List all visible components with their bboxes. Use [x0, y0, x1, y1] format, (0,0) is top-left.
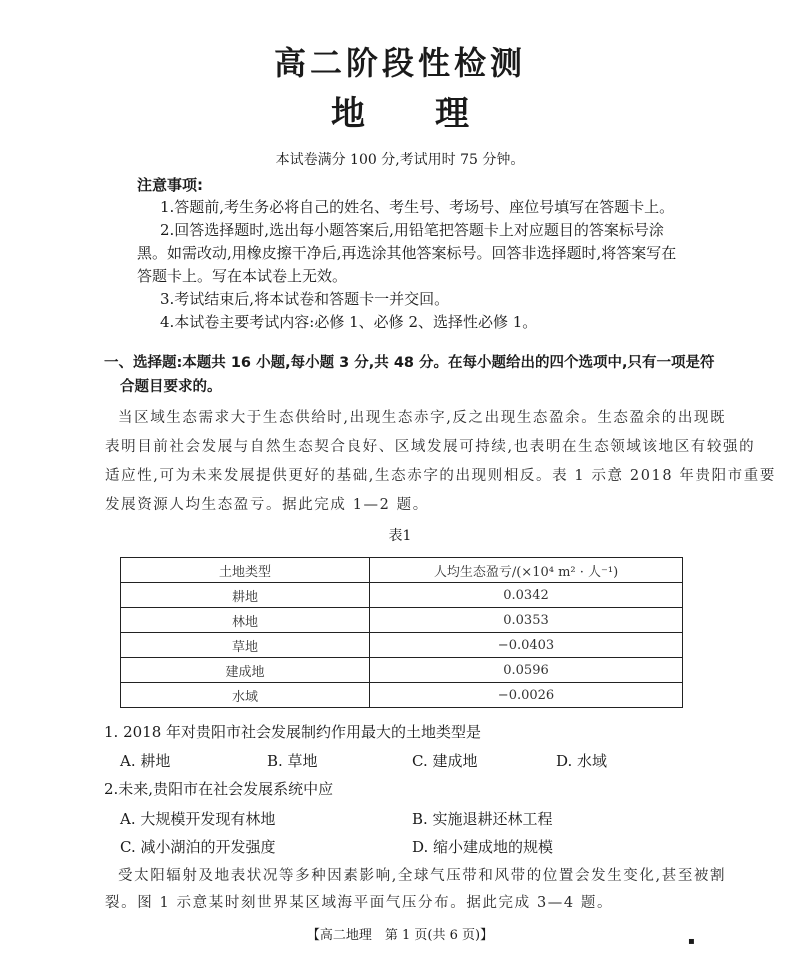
- passage2-line-2: 裂。图 1 示意某时刻世界某区域海平面气压分布。据此完成 3—4 题。: [105, 895, 614, 911]
- q2-option-d: D. 缩小建成地的规模: [412, 838, 554, 856]
- q2-option-b: B. 实施退耕还林工程: [412, 810, 553, 828]
- land-type-cell: 草地: [121, 633, 370, 658]
- exam-title: 高二阶段性检测: [273, 44, 526, 82]
- q1-option-b: B. 草地: [267, 752, 318, 770]
- table-header-row: [121, 558, 683, 583]
- q2-option-a: A. 大规模开发现有林地: [120, 810, 276, 828]
- passage1-line-4: 发展资源人均生态盈亏。据此完成 1—2 题。: [105, 497, 429, 513]
- notice-heading: 注意事项:: [137, 176, 203, 194]
- land-type-cell: 耕地: [121, 583, 370, 608]
- table-row: [121, 683, 683, 708]
- q1-option-a: A. 耕地: [120, 752, 171, 770]
- land-type-cell: 林地: [121, 608, 370, 633]
- subject-title: 地理: [331, 94, 539, 134]
- value-cell: 0.0342: [370, 583, 683, 608]
- passage1-line-3: 适应性,可为未来发展提供更好的基础,生态赤字的出现则相反。表 1 示意 2018 年贵阳市重要: [105, 468, 776, 484]
- q1-option-d: D. 水域: [556, 752, 608, 770]
- notice-line-2: 2.回答选择题时,选出每小题答案后,用铅笔把答题卡上对应题目的答案标号涂: [160, 221, 664, 239]
- question-2-stem: 2.未来,贵阳市在社会发展系统中应: [104, 780, 334, 798]
- q1-option-c: C. 建成地: [412, 752, 478, 770]
- notice-line-3: 黑。如需改动,用橡皮擦干净后,再选涂其他答案标号。回答非选择题时,将答案写在: [137, 244, 677, 262]
- passage1-line-1: 当区域生态需求大于生态供给时,出现生态赤字,反之出现生态盈余。生态盈余的出现既: [118, 410, 727, 426]
- exam-info: 本试卷满分 100 分,考试用时 75 分钟。: [275, 152, 525, 168]
- section-heading: 一、选择题:本题共 16 小题,每小题 3 分,共 48 分。在每小题给出的四个选项中,只有一项是符: [104, 355, 715, 371]
- table-row: [121, 608, 683, 633]
- col-eco-balance: 人均生态盈亏/(×10⁴ m² · 人⁻¹): [370, 558, 683, 583]
- value-cell: 0.0596: [370, 658, 683, 683]
- table-row: [121, 583, 683, 608]
- value-cell: 0.0353: [370, 608, 683, 633]
- passage2-line-1: 受太阳辐射及地表状况等多种因素影响,全球气压带和风带的位置会发生变化,甚至被割: [118, 868, 727, 884]
- notice-line-5: 3.考试结束后,将本试卷和答题卡一并交回。: [160, 290, 450, 308]
- table-row: [121, 658, 683, 683]
- page-footer: 【高二地理 第 1 页(共 6 页)】: [306, 928, 494, 943]
- q2-option-c: C. 减小湖泊的开发强度: [120, 838, 276, 856]
- value-cell: −0.0026: [370, 683, 683, 708]
- table-caption: 表1: [388, 528, 412, 544]
- notice-line-1: 1.答题前,考生务必将自己的姓名、考生号、考场号、座位号填写在答题卡上。: [160, 198, 675, 216]
- col-land-type: 土地类型: [121, 558, 370, 583]
- eco-balance-table: [120, 557, 683, 708]
- table-row: [121, 633, 683, 658]
- section-heading-cont: 合题目要求的。: [120, 379, 222, 395]
- notice-line-4: 答题卡上。写在本试卷上无效。: [137, 267, 348, 285]
- corner-mark: ▪: [688, 936, 695, 947]
- passage1-line-2: 表明目前社会发展与自然生态契合良好、区域发展可持续,也表明在生态领域该地区有较强的: [105, 439, 756, 455]
- land-type-cell: 水域: [121, 683, 370, 708]
- value-cell: −0.0403: [370, 633, 683, 658]
- notice-line-6: 4.本试卷主要考试内容:必修 1、必修 2、选择性必修 1。: [160, 313, 538, 331]
- land-type-cell: 建成地: [121, 658, 370, 683]
- question-1-stem: 1. 2018 年对贵阳市社会发展制约作用最大的土地类型是: [104, 723, 482, 741]
